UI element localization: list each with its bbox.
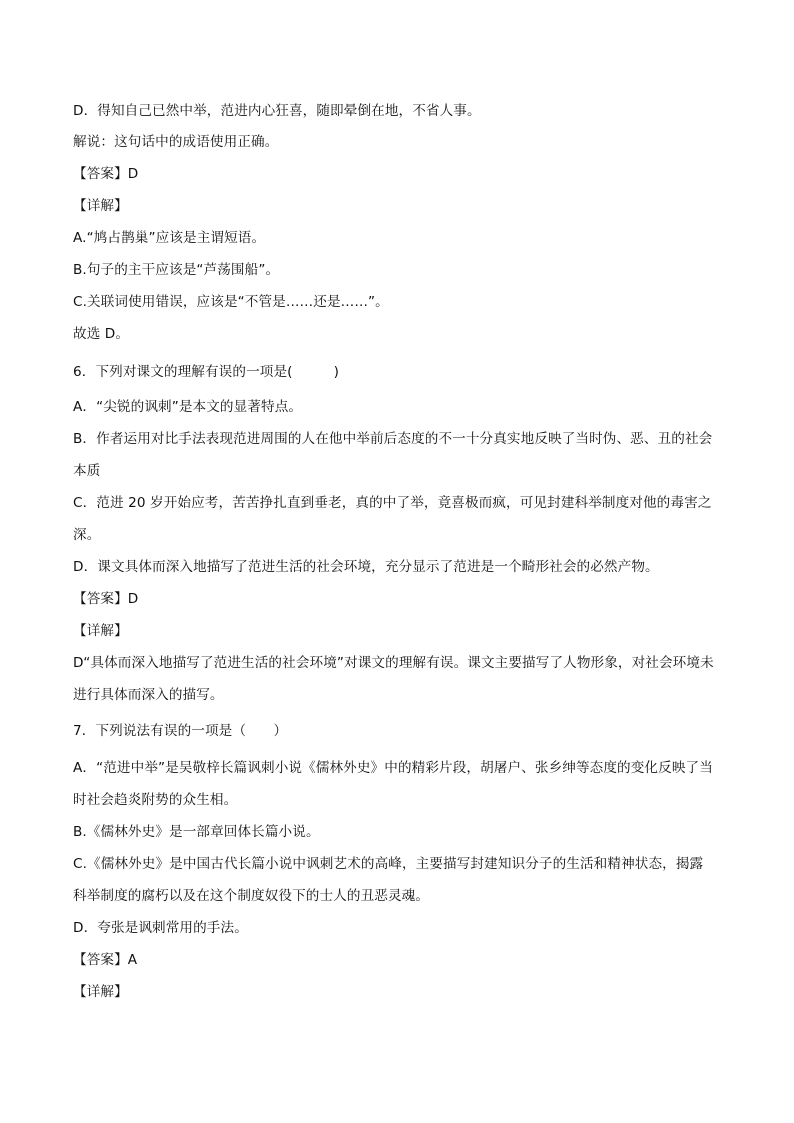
question-6-title: 6．下列对课文的理解有误的一项是( ): [73, 364, 340, 380]
q7-option-a-line2: 时社会趋炎附势的众生相。: [73, 792, 238, 808]
conclusion-text: 故选 D。: [73, 326, 130, 342]
option-d-text: D．得知自己已然中举，范进内心狂喜，随即晕倒在地，不省人事。: [73, 103, 481, 119]
q6-detail-label: 【详解】: [73, 623, 128, 639]
q7-option-b: B.《儒林外史》是一部章回体长篇小说。: [73, 824, 320, 840]
q7-detail-label: 【详解】: [73, 984, 128, 1000]
q7-option-c-line1: C.《儒林外史》是中国古代长篇小说中讽刺艺术的高峰，主要描写封建知识分子的生活和精神状态，揭露: [73, 856, 704, 872]
detail-label: 【详解】: [73, 198, 128, 214]
q7-option-c-line2: 科举制度的腐朽以及在这个制度奴役下的士人的丑恶灵魂。: [73, 888, 430, 904]
q7-answer-label: 【答案】A: [73, 952, 138, 968]
q6-option-c-line1: C．范进 20 岁开始应考，苦苦挣扎直到垂老，真的中了举，竟喜极而疯，可见封建科举制度对他的毒害之: [73, 495, 712, 511]
detail-c-text: C.关联词使用错误，应该是“不管是……还是……”。: [73, 294, 389, 310]
q6-option-b-line2: 本质: [73, 463, 101, 479]
detail-b-text: B.句子的主干应该是“芦荡围船”。: [73, 262, 280, 278]
q6-option-a: A．“尖锐的讽刺”是本文的显著特点。: [73, 399, 303, 415]
q6-detail-line2: 进行具体而深入的描写。: [73, 687, 224, 703]
question-7-title: 7．下列说法有误的一项是（ ）: [73, 723, 288, 739]
q7-option-d: D．夸张是讽刺常用的手法。: [73, 920, 248, 936]
q6-option-d: D．课文具体而深入地描写了范进生活的社会环境，充分显示了范进是一个畸形社会的必然产物。: [73, 559, 659, 575]
detail-a-text: A.“鸠占鹊巢”应该是主谓短语。: [73, 230, 266, 246]
answer-label: 【答案】D: [73, 166, 139, 182]
q6-detail-line1: D“具体而深入地描写了范进生活的社会环境”对课文的理解有误。课文主要描写了人物形象，对社会环境未: [73, 655, 714, 671]
q6-option-c-line2: 深。: [73, 527, 101, 543]
q7-option-a-line1: A．“范进中举”是吴敬梓长篇讽刺小说《儒林外史》中的精彩片段，胡屠户、张乡绅等态度的变化反映了当: [73, 760, 713, 776]
q6-answer-label: 【答案】D: [73, 591, 139, 607]
q6-option-b-line1: B．作者运用对比手法表现范进周围的人在他中举前后态度的不一十分真实地反映了当时伪、恶、丑的社会: [73, 431, 713, 447]
explanation-text: 解说：这句话中的成语使用正确。: [73, 134, 279, 150]
